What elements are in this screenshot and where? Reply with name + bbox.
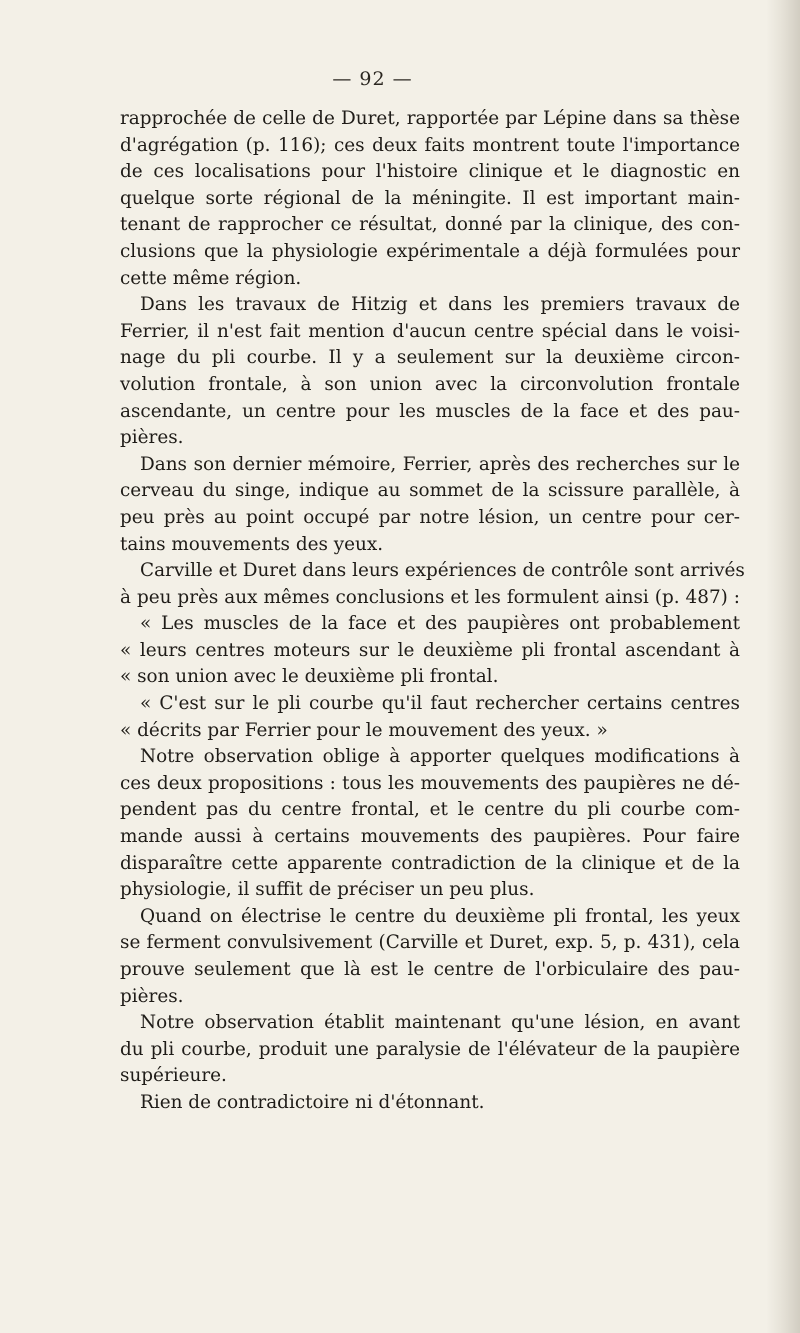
text-line: nage du pli courbe. Il y a seulement sur la deuxième circon- — [120, 347, 740, 369]
paragraph-8 — [120, 1090, 740, 1117]
text-line: se ferment convulsivement (Carville et Duret, exp. 5, p. 431), cela — [120, 932, 740, 954]
text-line: physiologie, il suffit de préciser un peu plus. — [120, 879, 535, 901]
text-line: Carville et Duret dans leurs expériences de contrôle sont arrivés — [140, 560, 745, 582]
text-line: Dans son dernier mémoire, Ferrier, après des recherches sur le — [140, 453, 740, 475]
text-line: Notre observation oblige à apporter quelques modifications à — [140, 746, 740, 768]
quote-line: « C'est sur le pli courbe qu'il faut rechercher certains centres — [140, 693, 740, 715]
text-line: pières. — [120, 985, 184, 1007]
page-edge-shadow — [766, 0, 800, 1333]
text-line: cerveau du singe, indique au sommet de la scissure parallèle, à — [120, 480, 740, 502]
text-line: Rien de contradictoire ni d'étonnant. — [140, 1091, 485, 1113]
text-line: mande aussi à certains mouvements des paupières. Pour faire — [120, 826, 740, 848]
text-line: Notre observation établit maintenant qu'une lésion, en avant — [140, 1012, 740, 1034]
text-line: à peu près aux mêmes conclusions et les formulent ainsi (p. 487) : — [120, 586, 740, 608]
quote-line: « décrits par Ferrier pour le mouvement des yeux. » — [120, 719, 608, 741]
text-line: Ferrier, il n'est fait mention d'aucun centre spécial dans le voisi- — [120, 320, 740, 342]
text-line: quelque sorte régional de la méningite. Il est important main- — [120, 187, 740, 209]
paragraph-7 — [120, 1010, 740, 1090]
text-line: de ces localisations pour l'histoire clinique et le diagnostic en — [120, 161, 740, 183]
text-line: Dans les travaux de Hitzig et dans les premiers travaux de — [140, 294, 740, 316]
text-line: volution frontale, à son union avec la circonvolution frontale — [120, 373, 740, 395]
text-line: ces deux propositions : tous les mouvements des paupières ne dé- — [120, 772, 740, 794]
paragraph-2 — [120, 292, 740, 452]
text-line: clusions que la physiologie expérimentale a déjà formulées pour — [120, 240, 740, 262]
paragraph-3 — [120, 452, 740, 558]
quote-line: « Les muscles de la face et des paupières ont probablement — [140, 613, 740, 635]
paragraph-6 — [120, 904, 740, 1010]
quote-line: « son union avec le deuxième pli frontal. — [120, 666, 499, 688]
paragraph-4 — [120, 558, 745, 611]
quote-line: « leurs centres moteurs sur le deuxième pli frontal ascendant à — [120, 639, 740, 661]
paragraph-5 — [120, 744, 740, 904]
text-line: rapprochée de celle de Duret, rapportée par Lépine dans sa thèse — [120, 108, 740, 129]
text-line: tenant de rapprocher ce résultat, donné par la clinique, des con- — [120, 214, 740, 236]
text-line: supérieure. — [120, 1065, 227, 1087]
text-line: prouve seulement que là est le centre de l'orbiculaire des pau- — [120, 959, 740, 980]
text-line: cette même région. — [120, 267, 302, 289]
text-line: Quand on électrise le centre du deuxième pli frontal, les yeux — [140, 905, 740, 927]
body-text — [120, 106, 745, 1117]
quote-1 — [120, 611, 740, 691]
text-line: du pli courbe, produit une paralysie de l'élévateur de la paupière — [120, 1038, 740, 1060]
quote-2 — [120, 691, 740, 744]
text-line: tains mouvements des yeux. — [120, 533, 384, 555]
text-line: peu près au point occupé par notre lésion, un centre pour cer- — [120, 506, 740, 528]
text-line: pières. — [120, 427, 184, 449]
text-line: d'agrégation (p. 116); ces deux faits montrent toute l'importance — [120, 134, 740, 156]
text-line: pendent pas du centre frontal, et le centre du pli courbe com- — [120, 799, 740, 821]
paragraph-1 — [120, 106, 740, 292]
text-line: disparaître cette apparente contradiction de la clinique et de la — [120, 852, 740, 874]
text-line: ascendante, un centre pour les muscles de la face et des pau- — [120, 400, 740, 422]
page-number: — 92 — — [332, 68, 413, 90]
